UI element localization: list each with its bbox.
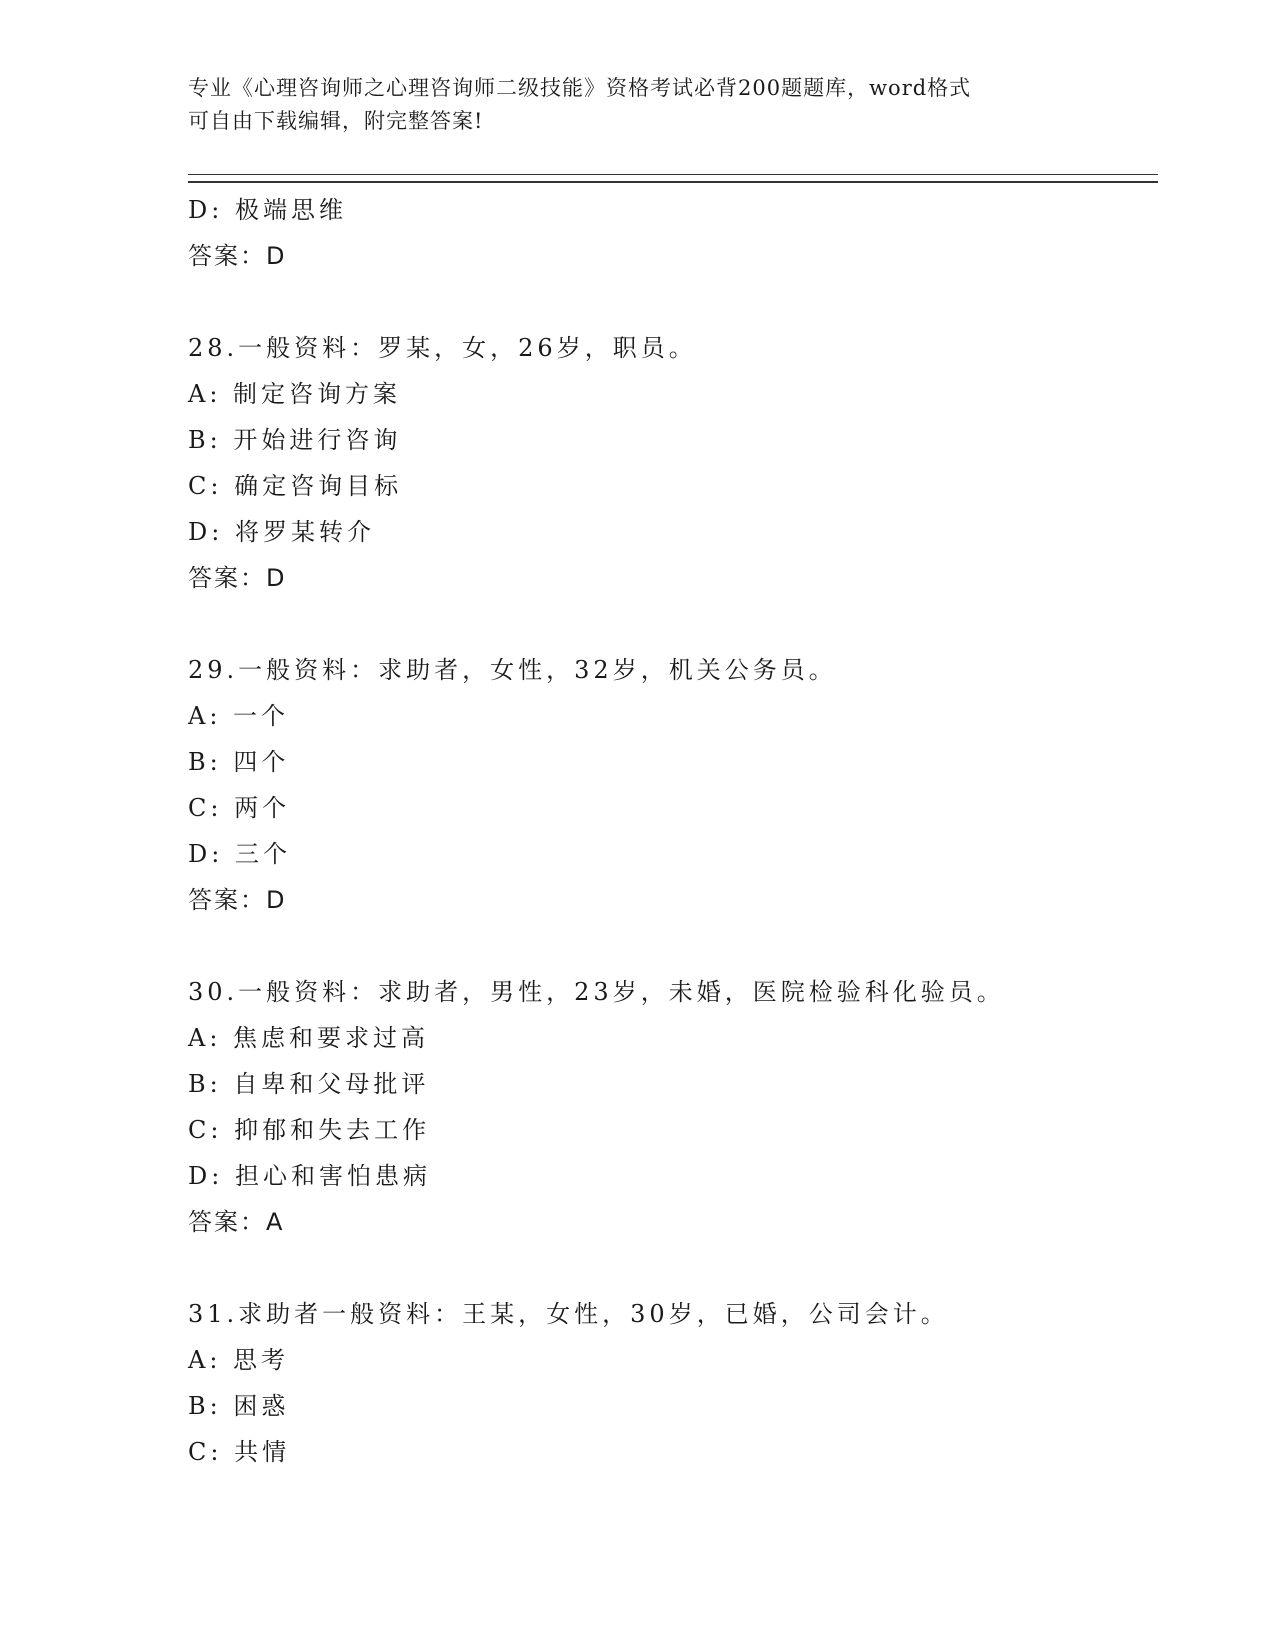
question-block — [188, 1291, 1158, 1475]
answer-line: 答案：D — [188, 886, 287, 914]
header-title-line-1: 专业《心理咨询师之心理咨询师二级技能》资格考试必背200题题库，word格式 — [188, 76, 972, 100]
option-d: D: 将罗某转介 — [188, 518, 375, 546]
answer-line: 答案：D — [188, 564, 287, 592]
option-c: C: 抑郁和失去工作 — [188, 1116, 431, 1144]
option-c: C: 共情 — [188, 1438, 291, 1466]
block-spacer — [188, 923, 1158, 969]
answer-line: 答案：A — [188, 1208, 285, 1236]
option-d: D: 担心和害怕患病 — [188, 1162, 431, 1190]
option-b: B: 开始进行咨询 — [188, 426, 402, 454]
option-a: A: 焦虑和要求过高 — [188, 1024, 430, 1052]
document-header — [188, 72, 1088, 138]
block-spacer — [188, 279, 1158, 325]
header-title-line-2: 可自由下载编辑，附完整答案! — [188, 109, 484, 133]
answer-line: 答案：D — [188, 242, 287, 270]
question-text: 29.一般资料：求助者，女性，32岁，机关公务员。 — [188, 656, 837, 684]
block-spacer — [188, 601, 1158, 647]
option-a: A: 制定咨询方案 — [188, 380, 402, 408]
question-text: 30.一般资料：求助者，男性，23岁，未婚，医院检验科化验员。 — [188, 978, 1005, 1006]
question-list — [188, 187, 1158, 1475]
document-page — [188, 72, 1158, 1475]
question-block — [188, 325, 1158, 601]
option-d: D: 极端思维 — [188, 196, 347, 224]
option-b: B: 困惑 — [188, 1392, 290, 1420]
question-block — [188, 647, 1158, 923]
option-a: A: 思考 — [188, 1346, 290, 1374]
header-divider — [188, 174, 1158, 183]
block-spacer — [188, 1245, 1158, 1291]
option-a: A: 一个 — [188, 702, 290, 730]
question-block — [188, 187, 1158, 279]
question-block — [188, 969, 1158, 1245]
option-c: C: 确定咨询目标 — [188, 472, 403, 500]
option-c: C: 两个 — [188, 794, 291, 822]
question-text: 31.求助者一般资料：王某，女性，30岁，已婚，公司会计。 — [188, 1300, 949, 1328]
option-b: B: 四个 — [188, 748, 290, 776]
option-d: D: 三个 — [188, 840, 291, 868]
option-b: B: 自卑和父母批评 — [188, 1070, 430, 1098]
question-text: 28.一般资料：罗某，女，26岁，职员。 — [188, 334, 697, 362]
